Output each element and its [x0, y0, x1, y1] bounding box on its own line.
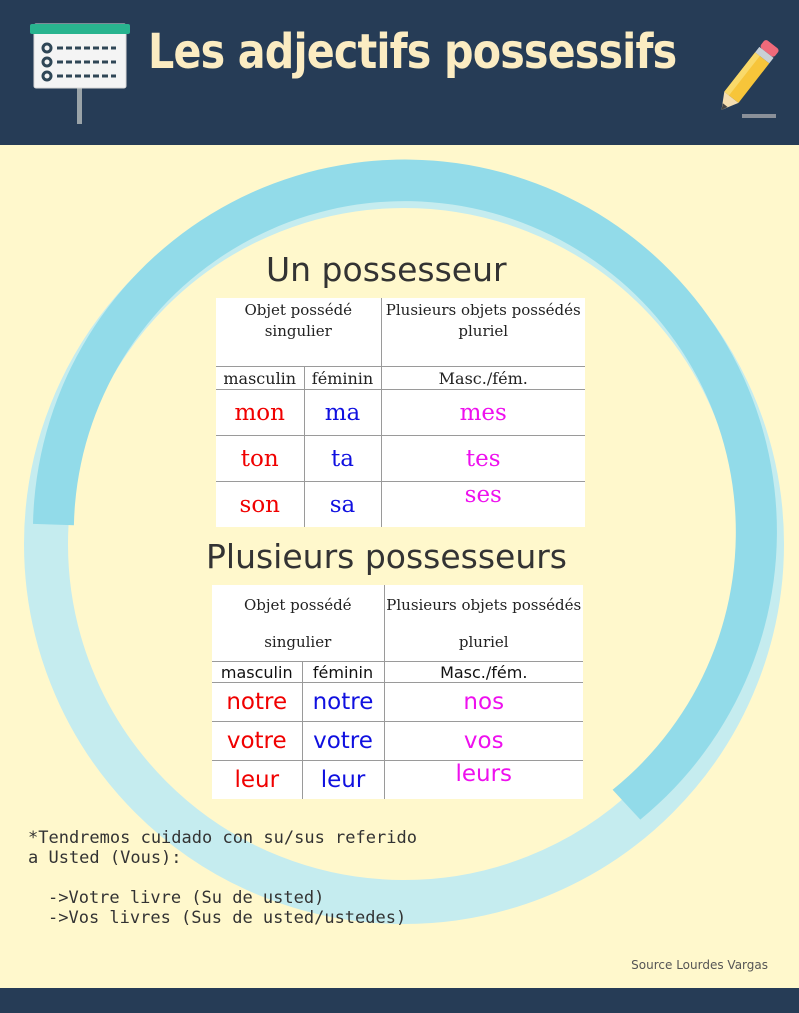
masculine-cell: son — [216, 482, 304, 528]
one-owner-table — [216, 298, 585, 527]
table-subheader-row — [212, 662, 583, 683]
feminine-cell: ma — [304, 390, 381, 436]
feminine-cell: ta — [304, 436, 381, 482]
table-row — [216, 482, 585, 528]
plural-cell: ses — [381, 482, 585, 528]
table-row — [212, 761, 583, 800]
page-title: Les adjectifs possessifs — [148, 24, 677, 80]
feminine-header: féminin — [302, 662, 384, 683]
singular-header-line2: singulier — [264, 633, 332, 651]
plural-cell: nos — [384, 683, 583, 722]
pencil-icon — [712, 34, 784, 122]
usted-note — [28, 828, 488, 928]
feminine-cell: sa — [304, 482, 381, 528]
many-owners-title: Plusieurs possesseurs — [206, 537, 568, 576]
plural-header — [384, 585, 583, 662]
feminine-cell: leur — [302, 761, 384, 800]
masculine-cell: leur — [212, 761, 302, 800]
singular-header — [216, 298, 381, 367]
plural-header — [381, 298, 585, 367]
masculine-cell: votre — [212, 722, 302, 761]
masculine-cell: ton — [216, 436, 304, 482]
header-bar — [0, 0, 799, 145]
note-line: *Tendremos cuidado con su/sus referido — [28, 828, 417, 848]
note-example: ->Votre livre (Su de usted) — [48, 888, 325, 908]
table-row — [216, 390, 585, 436]
table-row — [212, 683, 583, 722]
one-owner-title: Un possesseur — [266, 250, 507, 289]
masculine-header: masculin — [216, 367, 304, 390]
masculine-header: masculin — [212, 662, 302, 683]
masculine-cell: notre — [212, 683, 302, 722]
singular-header-line1: Objet possédé — [244, 301, 353, 319]
plural-cell: tes — [381, 436, 585, 482]
plural-header-line2: pluriel — [458, 633, 509, 651]
plural-cell: vos — [384, 722, 583, 761]
table-header-row — [212, 585, 583, 662]
note-line: a Usted (Vous): — [28, 848, 182, 868]
plural-cell: leurs — [384, 761, 583, 800]
singular-header-line1: Objet possédé — [243, 596, 352, 614]
plural-cell: mes — [381, 390, 585, 436]
table-row — [216, 436, 585, 482]
plural-header-line2: pluriel — [458, 322, 509, 340]
plural-header-line1: Plusieurs objets possédés — [385, 301, 581, 319]
plural-subheader: Masc./fém. — [381, 367, 585, 390]
feminine-header: féminin — [304, 367, 381, 390]
plural-header-line1: Plusieurs objets possédés — [386, 596, 582, 614]
masculine-cell: mon — [216, 390, 304, 436]
note-example: ->Vos livres (Sus de usted/ustedes) — [48, 908, 407, 928]
note-spacer — [28, 868, 488, 888]
source-credit: Source Lourdes Vargas — [631, 958, 768, 972]
singular-header — [212, 585, 384, 662]
singular-header-line2: singulier — [264, 322, 332, 340]
feminine-cell: votre — [302, 722, 384, 761]
plural-subheader: Masc./fém. — [384, 662, 583, 683]
table-header-row — [216, 298, 585, 367]
table-row — [212, 722, 583, 761]
feminine-cell: notre — [302, 683, 384, 722]
footer-bar — [0, 988, 799, 1013]
presentation-board-icon — [30, 18, 130, 126]
many-owners-table — [212, 585, 583, 799]
table-subheader-row — [216, 367, 585, 390]
